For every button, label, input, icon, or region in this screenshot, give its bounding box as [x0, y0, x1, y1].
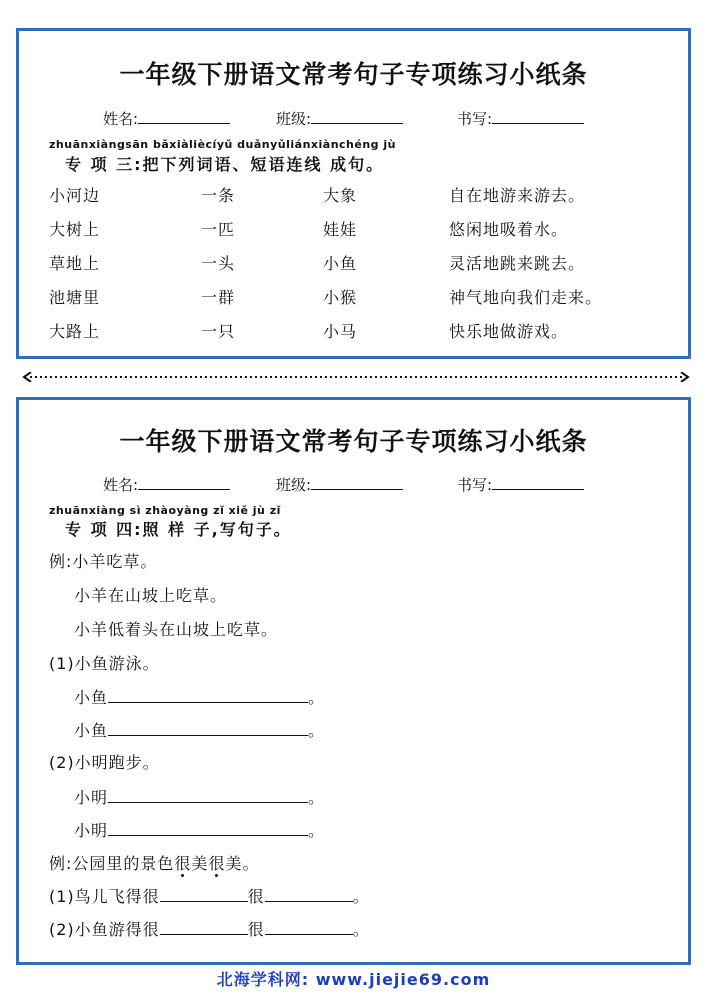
answer-blank[interactable]	[108, 835, 308, 836]
example-2-mei: 美	[225, 854, 243, 873]
example-2-mei: 美	[191, 854, 209, 873]
name-field	[103, 108, 230, 129]
word-subject: 大象	[323, 186, 358, 205]
question-4-text: (2)小鱼游得很	[49, 920, 160, 939]
section-pinyin: zhuānxiàng sì zhàoyàng zǐ xiě jù zǐ	[49, 504, 281, 517]
word-action: 快乐地做游戏。	[449, 322, 569, 341]
answer-prefix: 小鱼	[74, 688, 109, 707]
card-title: 一年级下册语文常考句子专项练习小纸条	[119, 60, 588, 89]
word-action: 神气地向我们走来。	[449, 288, 603, 307]
hen-word: 很	[247, 887, 265, 906]
example-expanded-1: 小羊在山坡上吃草。	[74, 586, 228, 605]
period: 。	[308, 788, 326, 807]
word-measure: 一匹	[201, 220, 236, 239]
word-place: 小河边	[49, 186, 101, 205]
answer-prefix: 小明	[74, 821, 109, 840]
answer-blank[interactable]	[265, 901, 353, 902]
question-2-label: (2)小明跑步。	[49, 753, 160, 772]
dotted-divider-arrow	[22, 372, 690, 382]
answer-prefix: 小鱼	[74, 721, 109, 740]
word-subject: 小猴	[323, 288, 358, 307]
class-field	[276, 108, 403, 129]
emphasis-hen: 很	[208, 854, 226, 873]
worksheet-card-1	[16, 28, 691, 359]
section-heading: 专 项 三:把下列词语、短语连线 成句。	[65, 155, 385, 174]
answer-blank[interactable]	[160, 901, 248, 902]
question-3-text: (1)鸟儿飞得很	[49, 887, 160, 906]
word-action: 自在地游来游去。	[449, 186, 586, 205]
name-label: 姓名:	[103, 110, 139, 128]
question-1-answer-a	[74, 685, 325, 708]
section-heading: 专 项 四:照 样 子,写句子。	[65, 520, 292, 539]
word-action: 灵活地跳来跳去。	[449, 254, 586, 273]
writing-field	[457, 474, 584, 495]
writing-field	[457, 108, 584, 129]
writing-blank[interactable]	[492, 489, 584, 490]
section-pinyin: zhuānxiàngsān bǎxiàliècíyǔ duǎnyǔliánxiànchéng jù	[49, 138, 396, 151]
class-blank[interactable]	[311, 489, 403, 490]
name-blank[interactable]	[138, 123, 230, 124]
question-4	[49, 917, 370, 940]
question-1-answer-b	[74, 718, 325, 741]
word-measure: 一只	[201, 322, 236, 341]
name-field	[103, 474, 230, 495]
class-label: 班级:	[276, 110, 312, 128]
word-place: 大路上	[49, 322, 101, 341]
word-subject: 小鱼	[323, 254, 358, 273]
class-blank[interactable]	[311, 123, 403, 124]
word-place: 大树上	[49, 220, 101, 239]
name-blank[interactable]	[138, 489, 230, 490]
question-3	[49, 884, 370, 907]
worksheet-card-2	[16, 397, 691, 965]
footer-website[interactable]: 北海学科网: www.jiejie69.com	[216, 970, 491, 989]
writing-label: 书写:	[457, 476, 493, 494]
answer-prefix: 小明	[74, 788, 109, 807]
example-sentence: 例:小羊吃草。	[49, 552, 158, 571]
writing-blank[interactable]	[492, 123, 584, 124]
emphasis-hen: 很	[174, 854, 192, 873]
word-place: 草地上	[49, 254, 101, 273]
answer-blank[interactable]	[160, 934, 248, 935]
example-2-text: 例:公园里的景色	[49, 854, 175, 873]
period: 。	[352, 920, 370, 939]
answer-blank[interactable]	[108, 802, 308, 803]
name-label: 姓名:	[103, 476, 139, 494]
question-2-answer-a	[74, 785, 325, 808]
period: 。	[308, 688, 326, 707]
question-2-answer-b	[74, 818, 325, 841]
answer-blank[interactable]	[108, 702, 308, 703]
example-expanded-2: 小羊低着头在山坡上吃草。	[74, 620, 279, 639]
hen-word: 很	[247, 920, 265, 939]
writing-label: 书写:	[457, 110, 493, 128]
period: 。	[242, 854, 260, 873]
word-measure: 一条	[201, 186, 236, 205]
word-subject: 娃娃	[323, 220, 358, 239]
answer-blank[interactable]	[108, 735, 308, 736]
word-measure: 一头	[201, 254, 236, 273]
period: 。	[352, 887, 370, 906]
word-place: 池塘里	[49, 288, 101, 307]
card-title: 一年级下册语文常考句子专项练习小纸条	[119, 427, 588, 456]
period: 。	[308, 821, 326, 840]
class-label: 班级:	[276, 476, 312, 494]
question-1-label: (1)小鱼游泳。	[49, 654, 160, 673]
word-subject: 小马	[323, 322, 358, 341]
class-field	[276, 474, 403, 495]
word-action: 悠闲地吸着水。	[449, 220, 569, 239]
period: 。	[308, 721, 326, 740]
answer-blank[interactable]	[265, 934, 353, 935]
example-2-sentence	[49, 851, 259, 874]
word-measure: 一群	[201, 288, 236, 307]
